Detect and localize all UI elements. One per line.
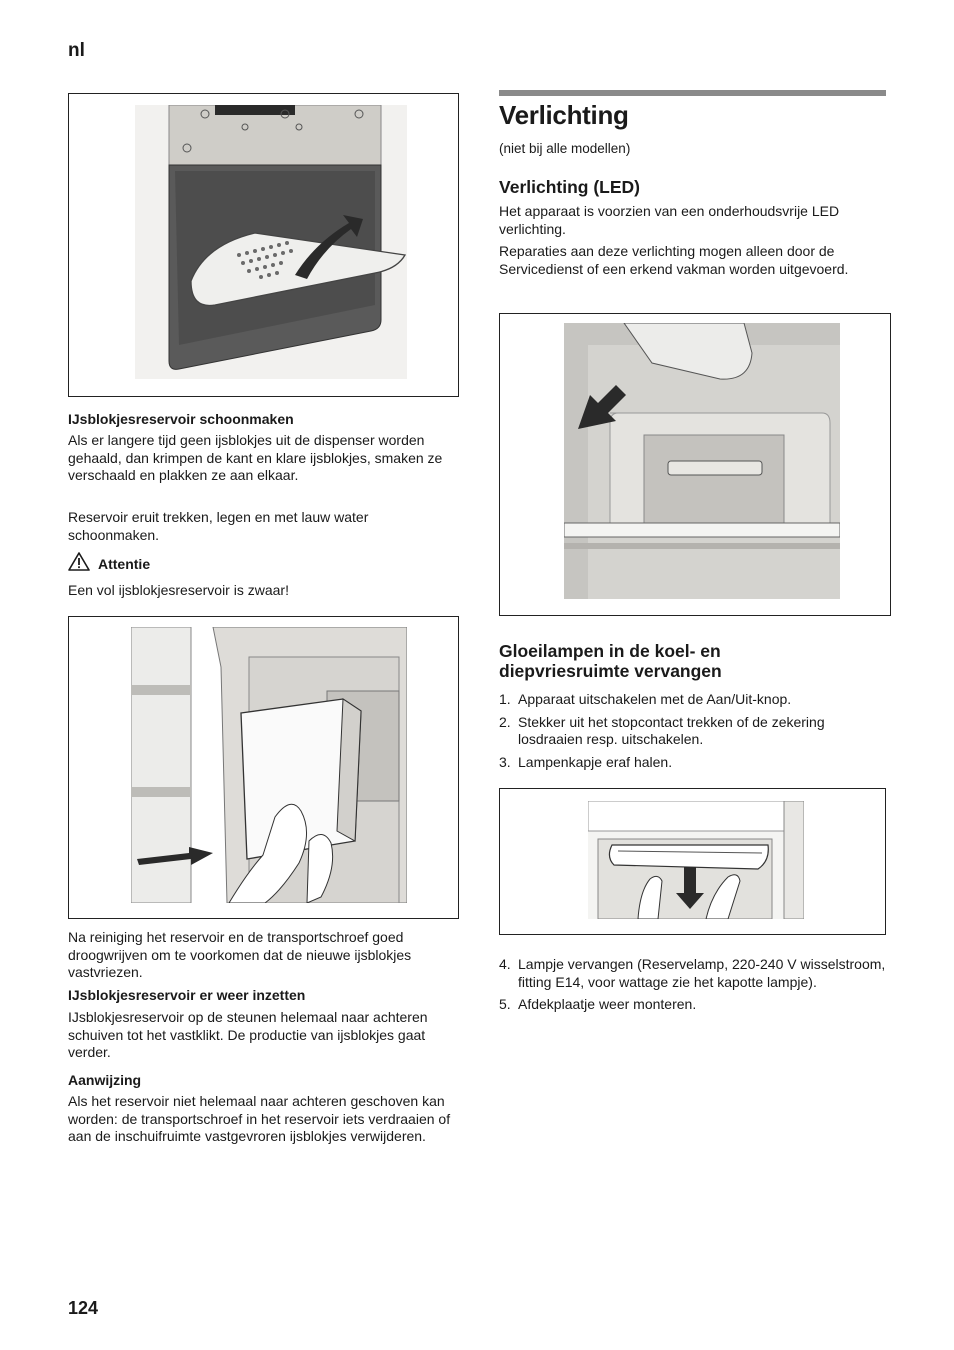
attention-notice [68, 551, 368, 571]
list-item: 3. Lampenkapje eraf halen. [499, 753, 673, 770]
attention-label: Attentie [98, 556, 151, 572]
attention-text: Een vol ijsblokjesreservoir is zwaar! [68, 582, 289, 598]
list-item: 5. Afdekplaatje weer monteren. [499, 996, 697, 1012]
section-title: Verlichting [499, 100, 629, 130]
illustration-dispenser [135, 105, 407, 379]
list-item: 1. Apparaat uitschakelen met de Aan/Uit-knop. [499, 691, 792, 707]
paragraph-dry-after-cleaning: Na reiniging het reservoir en de transportschroef goed droogwrijven om te voorkomen dat de nieuwe ijsblokjes vastvriezen. [68, 929, 412, 980]
heading-led: Verlichting (LED) [499, 177, 640, 197]
paragraph-push-back: IJsblokjesreservoir op de steunen helemaal naar achteren schuiven tot het vastklikt. De productie van ijsblokjes gaat verder. [68, 1009, 428, 1060]
illustration-lamp-cover [588, 801, 804, 919]
paragraph-shrinking-cubes: Als er langere tijd geen ijsblokjes uit de dispenser worden gehaald, dan krimpen de kant en klare ijsblokjes, smaken ze verschaald en plakken ze aan elkaar. [68, 432, 443, 483]
section-heading-reinsert: IJsblokjesreservoir er weer inzetten [68, 987, 306, 1003]
list-item: 2. Stekker uit het stopcontact trekken of de zekering losdraaien resp. uitschakelen. [499, 713, 825, 747]
list-item: 4. Lampje vervangen (Reservelamp, 220-240 V wisselstroom, fitting E14, voor wattage zie het kapotte lampje). [499, 956, 886, 990]
figure-led-light [499, 313, 891, 616]
paragraph-not-fully-pushed: Als het reservoir niet helemaal naar achteren geschoven kan worden: de transportschroef in het reservoir iets verdraaien of aan de inschuifruimte vastgevroren ijsblokjes verwijderen. [68, 1093, 451, 1144]
section-heading-clean-reservoir: IJsblokjesreservoir schoonmaken [68, 411, 294, 427]
paragraph-remove-reservoir: Reservoir eruit trekken, legen en met lauw water schoonmaken. [68, 509, 369, 543]
section-subtitle: (niet bij alle modellen) [499, 141, 631, 156]
paragraph-led-repairs: Reparaties aan deze verlichting mogen alleen door de Servicedienst of een erkend vakman worden uitgevoerd. [499, 243, 849, 277]
steps-list-1 [499, 691, 891, 776]
note-label: Aanwijzing [68, 1072, 142, 1088]
warning-triangle-icon [68, 552, 90, 571]
illustration-led [564, 323, 840, 599]
steps-list-2 [499, 956, 891, 1019]
figure-dispenser-cover [68, 93, 459, 397]
heading-replace-bulbs: Gloeilampen in de koel- en diepvriesruimte vervangen [499, 641, 722, 681]
illustration-reservoir [131, 627, 407, 903]
figure-reservoir-removal [68, 616, 459, 919]
paragraph-led-maintenance-free: Het apparaat is voorzien van een onderhoudsvrije LED verlichting. [499, 203, 840, 237]
section-rule [499, 90, 886, 96]
figure-lamp-cover [499, 788, 886, 935]
page-number: 124 [68, 1298, 99, 1318]
language-code: nl [68, 40, 85, 61]
